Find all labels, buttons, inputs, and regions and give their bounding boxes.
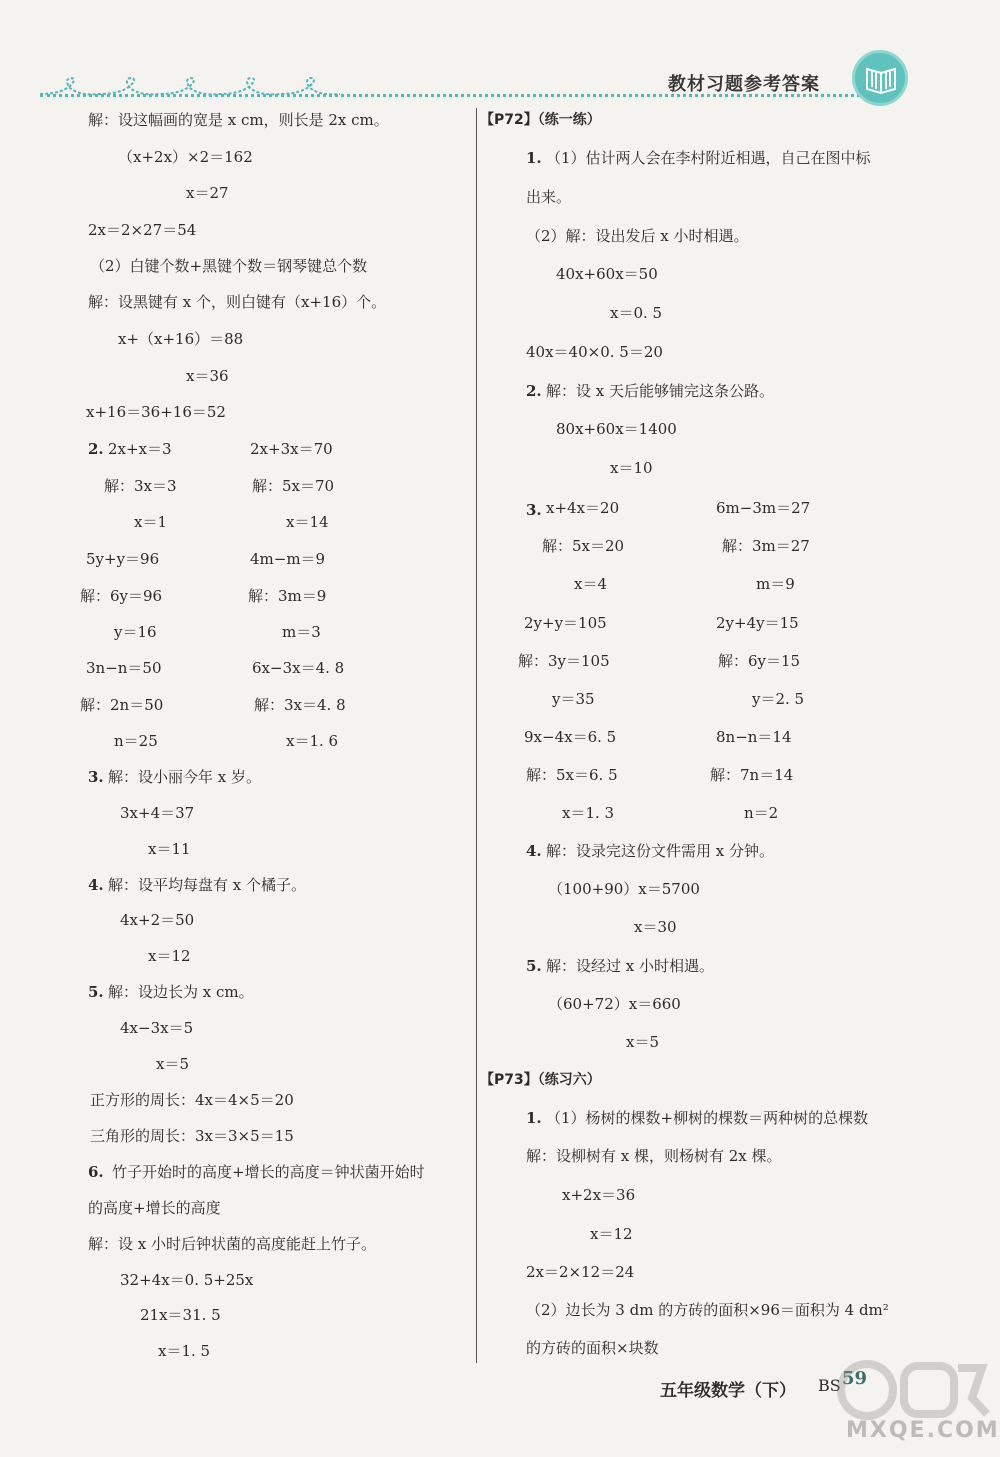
right-line: 出来。 [526,188,572,206]
right-line: 解：设 x 天后能够铺完这条公路。 [546,382,774,400]
question-number: 1. [526,1109,542,1127]
section-heading: 【P72】（练一练） [480,112,601,128]
right-line: 的方砖的面积×块数 [526,1339,659,1357]
equation: 解：3y＝105 [518,652,610,670]
right-line: 解：设录完这份文件需用 x 分钟。 [546,842,774,860]
equation: x＝27 [186,184,229,202]
question-number: 3. [526,501,542,519]
equation: 5y+y＝96 [86,550,160,568]
right-line: （1）杨树的棵数+柳树的棵数＝两种树的总棵数 [546,1109,869,1127]
question-number: 2. [88,440,104,458]
equation: x+4x＝20 [546,499,620,517]
equation: 21x＝31. 5 [140,1306,221,1324]
right-line: 解：设经过 x 小时相遇。 [546,957,714,975]
equation: 解：3m＝27 [722,537,810,555]
equation: 解：6y＝15 [718,652,801,670]
right-line: 解：设柳树有 x 棵，则杨树有 2x 棵。 [526,1147,782,1165]
header-title: 教材习题参考答案 [668,74,820,95]
equation: x＝5 [626,1033,660,1051]
column-divider [476,108,477,1363]
equation: 9x−4x＝6. 5 [524,728,617,746]
equation: x+（x+16）＝88 [118,330,244,348]
left-line: 解：设这幅画的宽是 x cm，则长是 2x cm。 [88,111,389,129]
equation: x＝14 [286,513,329,531]
right-line: （2）边长为 3 dm 的方砖的面积×96＝面积为 4 dm² [526,1301,889,1319]
equation: 80x+60x＝1400 [556,420,677,438]
left-line: 三角形的周长：3x＝3×5＝15 [90,1127,294,1145]
equation: 2x+3x＝70 [250,440,333,458]
equation: （100+90）x＝5700 [548,880,700,898]
right-line: （2）解：设出发后 x 小时相遇。 [526,227,749,245]
equation: x＝4 [574,575,608,593]
equation: 2y+4y＝15 [716,614,799,632]
equation: 2x＝2×27＝54 [88,221,197,239]
header-decorative-loops [40,74,340,102]
section-heading: 【P73】（练习六） [480,1072,601,1088]
equation: 解：5x＝20 [542,537,625,555]
equation: x＝1 [134,513,168,531]
equation: 解：3m＝9 [248,587,327,605]
left-line: 解：设小丽今年 x 岁。 [108,768,261,786]
left-line: 的高度+增长的高度 [88,1199,221,1217]
equation: 2y+y＝105 [524,614,607,632]
question-number: 5. [88,983,104,1001]
equation: 解：7n＝14 [710,766,794,784]
equation: （60+72）x＝660 [548,995,681,1013]
equation: 解：5x＝6. 5 [526,766,618,784]
equation: x＝10 [610,459,653,477]
page-number: 59 [842,1368,868,1389]
question-number: 1. [526,149,542,167]
question-number: 5. [526,957,542,975]
equation: x+16＝36+16＝52 [86,403,226,421]
equation: x＝12 [590,1225,633,1243]
equation: 8n−n＝14 [716,728,792,746]
equation: 解：5x＝70 [252,477,335,495]
left-line: 解：设边长为 x cm。 [108,983,254,1001]
equation: 3x+4＝37 [120,804,195,822]
equation: 解：3x＝4. 8 [254,696,346,714]
equation: 解：3x＝3 [104,477,177,495]
question-number: 4. [526,842,542,860]
equation: y＝35 [552,690,595,708]
equation: x＝30 [634,918,677,936]
equation: m＝9 [756,575,795,593]
equation: 6m−3m＝27 [716,499,811,517]
question-number: 3. [88,768,104,786]
equation: x＝12 [148,947,191,965]
equation: 3n−n＝50 [86,659,162,677]
equation: 2x＝2×12＝24 [526,1263,635,1281]
book-icon [852,50,908,106]
equation: x＝11 [148,840,191,858]
footer-code: BS [818,1376,841,1395]
footer-title: 五年级数学（下） [660,1381,796,1401]
left-line: 解：设 x 小时后钟状菌的高度能赶上竹子。 [88,1235,376,1253]
equation: x＝0. 5 [610,304,663,322]
left-line: （2）白键个数+黑键个数＝钢琴键总个数 [90,257,368,275]
equation: x+2x＝36 [562,1186,636,1204]
equation: y＝16 [114,623,157,641]
equation: （x+2x）×2＝162 [118,148,253,166]
equation: x＝1. 3 [562,804,615,822]
equation: 4x+2＝50 [120,911,195,929]
question-number: 2. [526,382,542,400]
equation: x＝1. 5 [158,1342,211,1360]
right-line: （1）估计两人会在李村附近相遇，自己在图中标 [546,149,871,167]
question-number: 4. [88,876,104,894]
equation: x＝1. 6 [286,732,339,750]
equation: 解：2n＝50 [80,696,164,714]
left-line: 正方形的周长：4x＝4×5＝20 [90,1091,294,1109]
left-line: 解：设平均每盘有 x 个橘子。 [108,876,306,894]
equation: 2x+x＝3 [108,440,172,458]
equation: y＝2. 5 [752,690,805,708]
equation: 解：6y＝96 [80,587,163,605]
equation: 4x−3x＝5 [120,1019,194,1037]
equation: 4m−m＝9 [250,550,326,568]
equation: n＝2 [744,804,779,822]
left-line: 解：设黑键有 x 个，则白键有（x+16）个。 [88,293,387,311]
equation: 40x＝40×0. 5＝20 [526,343,663,361]
equation: n＝25 [114,732,158,750]
equation: m＝3 [282,623,321,641]
equation: 32+4x＝0. 5+25x [120,1271,254,1289]
question-number: 6. [88,1163,104,1181]
left-line: 竹子开始时的高度+增长的高度＝钟状菌开始时 [112,1163,425,1181]
equation: 40x+60x＝50 [556,265,658,283]
equation: x＝36 [186,367,229,385]
equation: 6x−3x＝4. 8 [252,659,345,677]
equation: x＝5 [156,1055,190,1073]
watermark-text: MXQE.COM [846,1418,1000,1443]
